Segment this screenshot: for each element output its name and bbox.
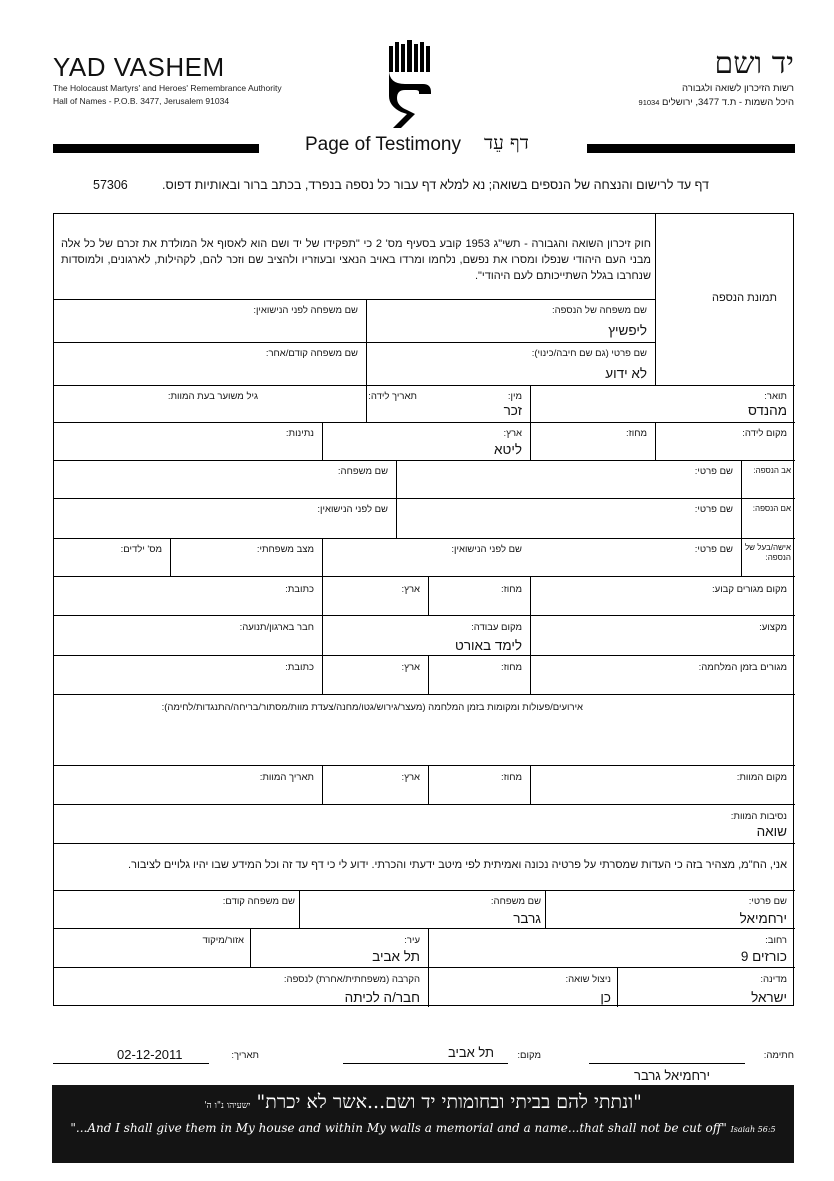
wartime-district-label: מחוז: [501,662,522,673]
victim-birth-place-label: מקום לידה: [742,428,787,439]
page-title-he: דף עֵד [484,132,529,154]
father-last-name-label: שם משפחה: [337,466,388,477]
father-label: אב הנספה: [753,466,791,475]
victim-birth-date-label: תאריך לידה: [368,391,417,402]
testimony-form [53,213,794,1006]
title-rule-right [587,144,795,153]
victim-title[interactable]: מהנדס [747,403,787,418]
submitter-last-name[interactable]: גרבר [513,911,541,926]
org-subtitle-en: The Holocaust Martyrs' and Heroes' Remembrance Authority [53,83,282,93]
wartime-country-label: ארץ: [401,662,420,673]
submitter-country[interactable]: ישראל [751,990,787,1005]
submitter-prev-last-name-label: שם משפחה קודם: [222,896,295,907]
death-place-label: מקום המוות: [736,772,787,783]
spouse-label: אישה/בעל של הנספה: [744,543,791,562]
submitter-first-name[interactable]: ירחמיאל [739,911,787,926]
form-number: 57306 [93,178,128,192]
spouse-first-name-label: שם פרטי: [694,544,733,555]
victim-maiden-name-label: שם משפחה לפני הנישואין: [253,305,358,316]
menorah-logo-icon [385,40,435,128]
relation-label: הקרבה (משפחתית/אחרת) לנספה: [283,974,420,985]
victim-first-name[interactable]: לא ידוע [605,366,647,381]
victim-gender-label: מין: [507,391,522,402]
residence-country-label: ארץ: [401,584,420,595]
law-text: חוק זיכרון השואה והגבורה - תשי"ג 1953 קובע בסעיף מס' 2 כי "תפקידו של יד ושם הוא לאסוף אל המולדת את זכרם של כל אלה מבני העם היהודי שנפלו ומסרו את נפשם, נלחמו ומרדו באויב הנאצי ובעוזריו ולהציב שם וזכר להם, לקהילות, לארגונים, ולמוסדות שנחרבו בגלל השתייכותם לעם היהודי". [61,238,651,282]
wartime-events-label: אירועים/פעולות ומקומות בזמן המלחמה (מעצר/גירוש/גטו/מחנה/צעדת מוות/מסתור/בריחה/התנגדות/לחימה): [161,702,583,713]
org-address-en: Hall of Names - P.O.B. 3477, Jerusalem 91034 [53,96,230,106]
workplace-value[interactable]: לימד באורט [455,638,522,653]
mother-first-name-label: שם פרטי: [694,504,733,515]
profession-label: מקצוע: [759,622,787,633]
page-title-en: Page of Testimony [305,134,461,155]
submitter-street[interactable]: כורזים 9 [740,949,787,964]
signature-label: חתימה: [763,1050,794,1061]
relation-value[interactable]: חבר/ה לכיתה [344,990,420,1005]
date-label: תאריך: [231,1050,259,1061]
submitter-last-name-label: שם משפחה: [490,896,541,907]
survivor-label: ניצול שואה: [565,974,611,985]
death-district-label: מחוז: [501,772,522,783]
signer-name: ירחמיאל גרבר [634,1068,710,1083]
victim-photo-label: תמונת הנספה [712,292,777,304]
victim-title-label: תואר: [764,391,787,402]
verse-hebrew-source: ישעיהו נ"ו ה' [204,1101,251,1111]
place-line [343,1063,508,1064]
signature-line[interactable] [589,1063,745,1064]
victim-gender[interactable]: זכר [503,403,522,418]
org-name-he: יד ושם [714,46,794,81]
submitter-city[interactable]: תל אביב [372,949,420,964]
verse-english [52,1121,794,1135]
org-member-label: חבר בארגון/תנועה: [239,622,314,633]
declaration-text: אני, הח"מ, מצהיר בזה כי העדות שמסרתי על פרטיה נכונה ואמיתית לפי מיטב ידעתי והכרתי. ידוע לי כי דף עד זה וכל המידע שבו יהיו גלויים לציבור. [128,859,787,871]
wartime-address-label: כתובת: [285,662,314,673]
footer-verse-banner [52,1085,794,1163]
workplace-label: מקום עבודה: [471,622,522,633]
submitter-city-label: עיר: [404,935,420,946]
date-line [53,1063,209,1064]
verse-hebrew-text: "ונתתי להם בביתי ובחומותי יד ושם...אשר לא יכרת" [256,1091,642,1113]
submitter-zip-label: אזור/מיקוד [202,935,244,946]
submitter-first-name-label: שם פרטי: [748,896,787,907]
father-first-name-label: שם פרטי: [694,466,733,477]
spouse-maiden-name-label: שם לפני הנישואין: [451,544,522,555]
wartime-residence-label: מגורים בזמן המלחמה: [698,662,787,673]
victim-last-name[interactable]: ליפשיץ [608,323,647,338]
birth-country-label: ארץ: [503,428,522,439]
place-value[interactable]: תל אביב [447,1045,494,1060]
submitter-street-label: רחוב: [765,935,787,946]
instructions: דף עד לרישום והנצחה של הנספים בשואה; נא למלא דף עבור כל נספה בנפרד, בכתב ברור ובאותיות דפוס. [162,178,709,192]
place-label: מקום: [517,1050,541,1061]
org-address-he [639,97,794,108]
family-status-label: מצב משפחתי: [256,544,314,555]
victim-prev-last-name-label: שם משפחה קודם/אחר: [265,348,358,359]
death-date-label: תאריך המוות: [259,772,314,783]
title-rule-left [53,144,259,153]
org-name-en: YAD VASHEM [53,52,225,82]
mother-maiden-name-label: שם לפני הנישואין: [317,504,388,515]
survivor-value[interactable]: כן [600,990,611,1005]
birth-district-label: מחוז: [626,428,647,439]
verse-english-source: Isaiah 56:5 [730,1125,776,1134]
death-circumstances-label: נסיבות המוות: [730,811,787,822]
residence-address-label: כתובת: [285,584,314,595]
verse-hebrew [52,1091,794,1114]
victim-birth-country[interactable]: ליטא [494,442,522,457]
org-address-he-text: היכל השמות - ת.ד 3477, ירושלים [662,97,794,108]
victim-nationality-label: נתינות: [285,428,314,439]
victim-age-label: גיל משוער בעת המוות: [167,391,258,402]
victim-last-name-label: שם משפחה של הנספה: [551,305,647,316]
permanent-residence-label: מקום מגורים קבוע: [712,584,787,595]
victim-first-name-label: שם פרטי (גם שם חיבה/כינוי): [531,348,647,359]
mother-label: אם הנספה: [752,504,791,513]
death-country-label: ארץ: [401,772,420,783]
submitter-country-label: מדינה: [760,974,787,985]
death-circumstances[interactable]: שואה [756,824,787,839]
verse-english-text: "...And I shall give them in My house and within My walls a memorial and a name...that shall not be cut off" [70,1121,727,1135]
date-value[interactable]: 02-12-2011 [117,1047,183,1062]
residence-district-label: מחוז: [501,584,522,595]
org-zip-he: 91034 [638,98,660,107]
org-subtitle-he: רשות הזיכרון לשואה ולגבורה [682,83,794,94]
children-count-label: מס' ילדים: [120,544,162,555]
